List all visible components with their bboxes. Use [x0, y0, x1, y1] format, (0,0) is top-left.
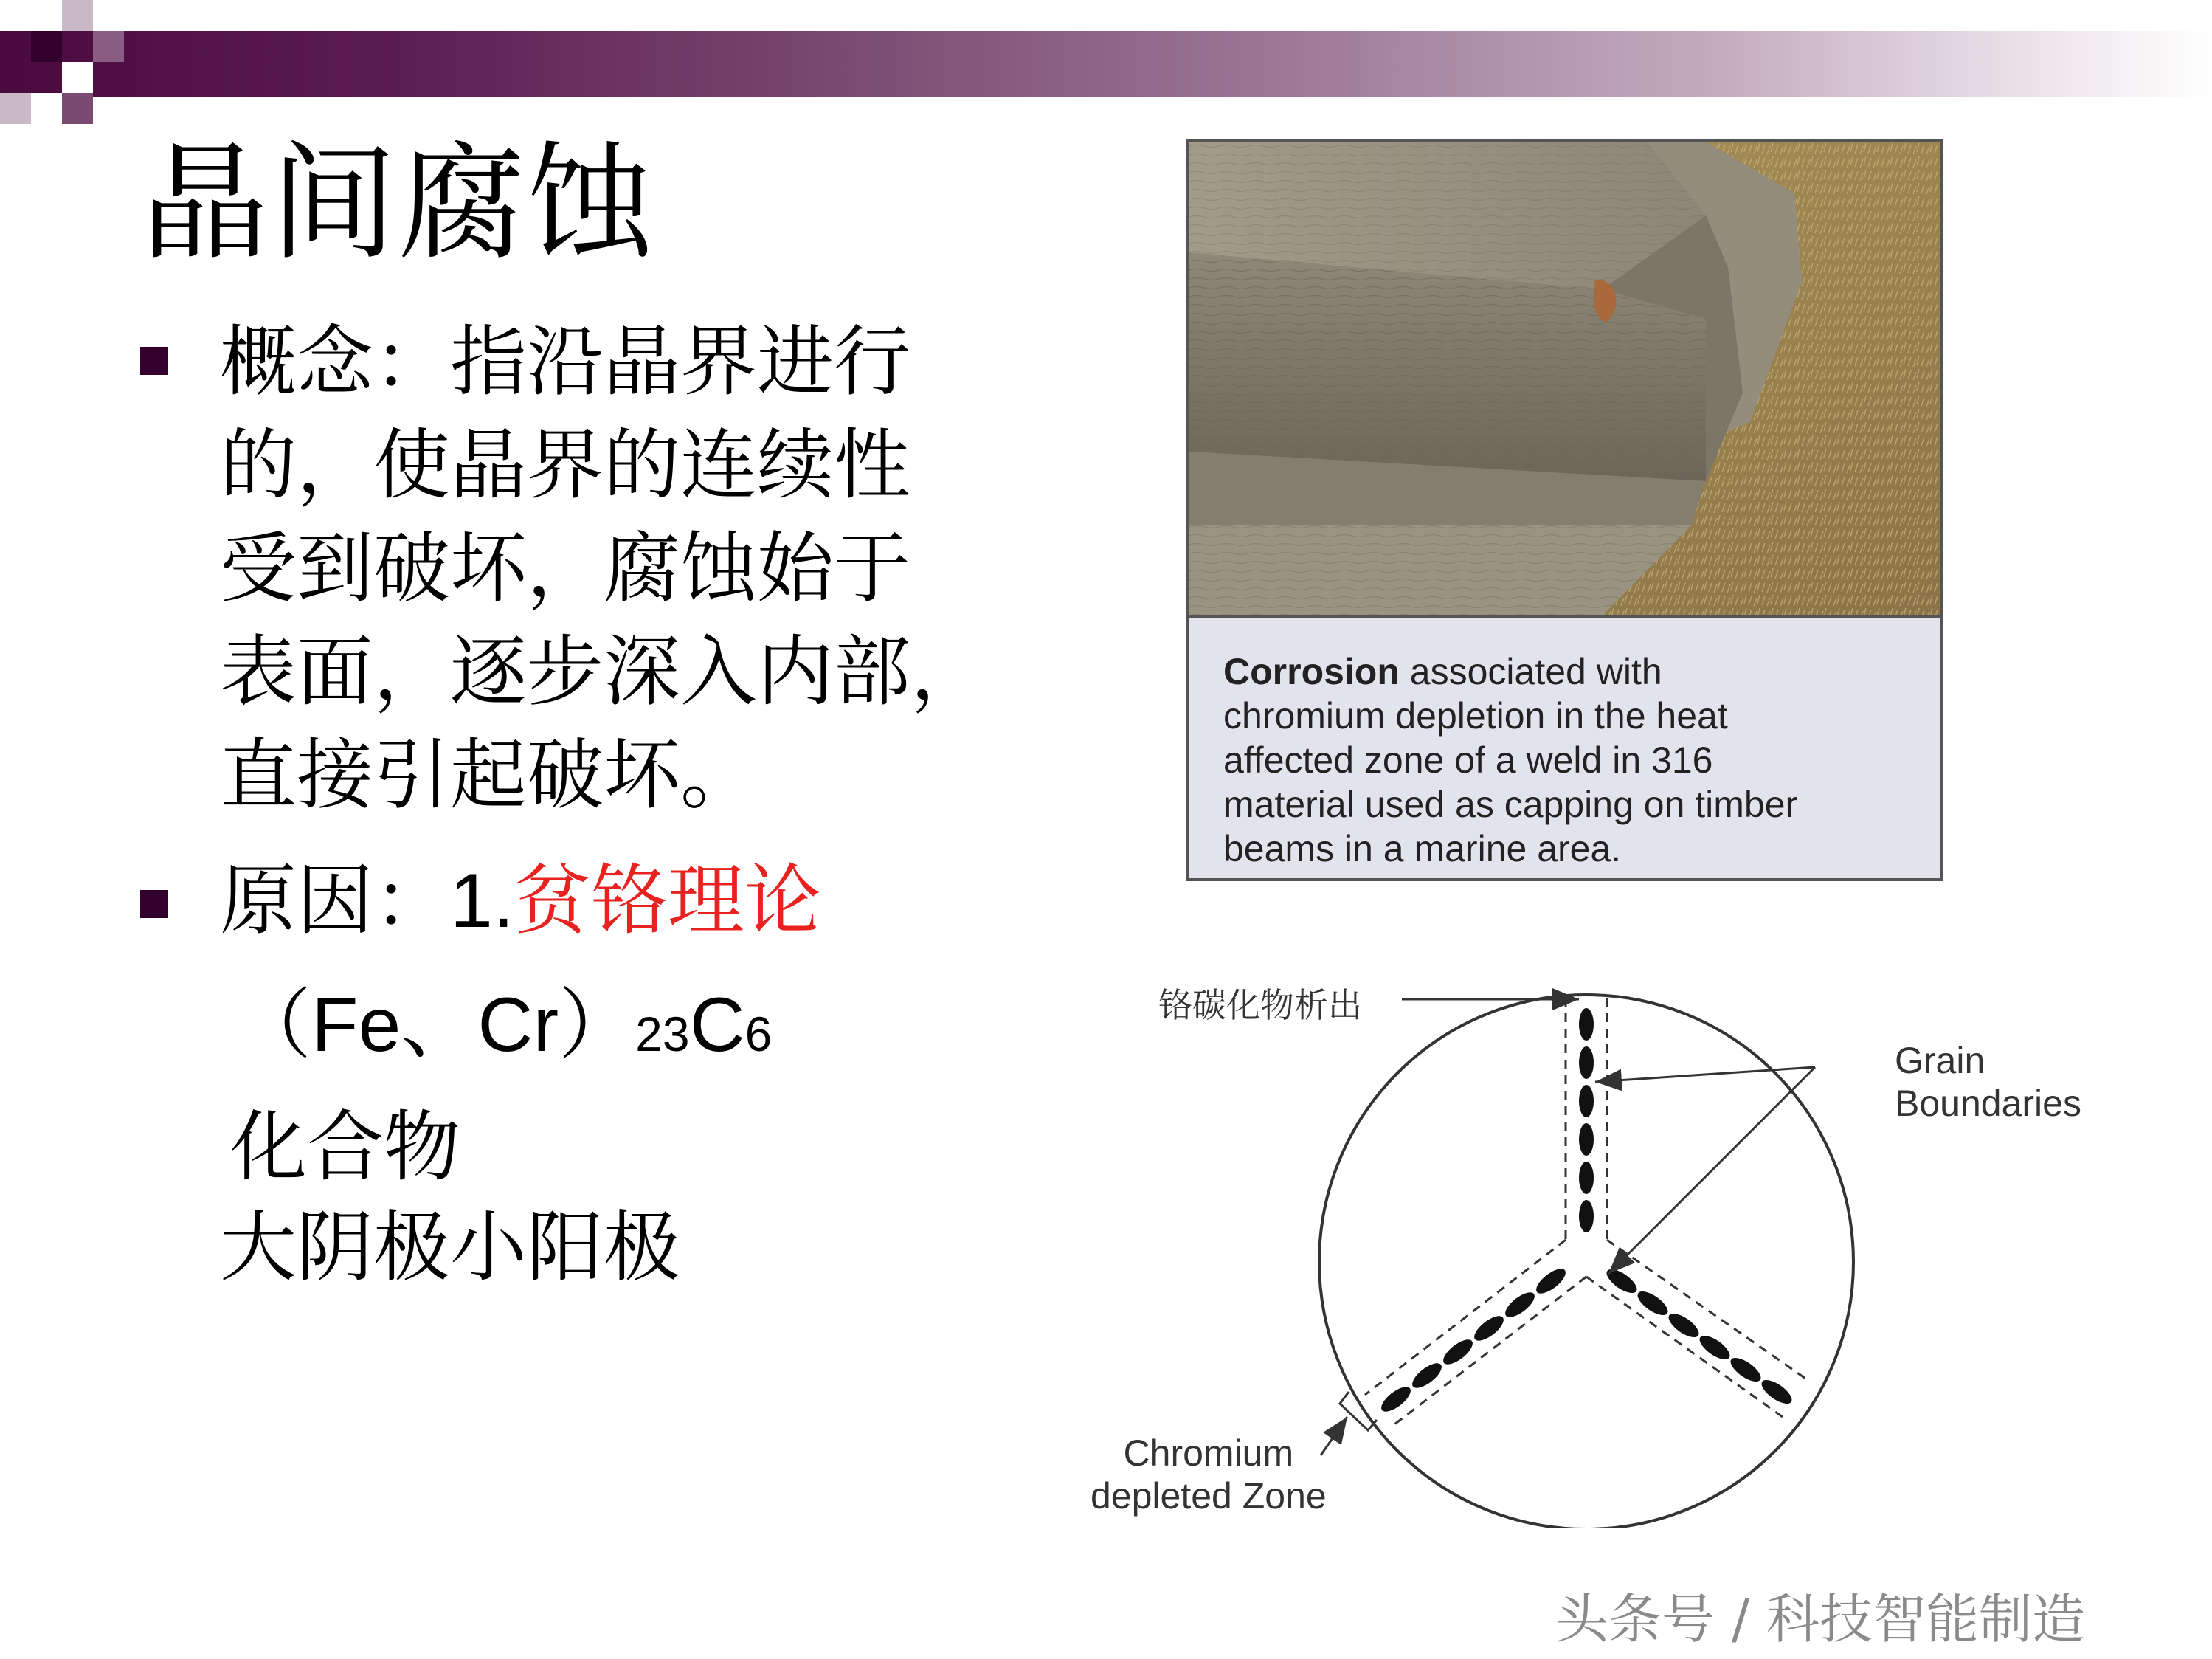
zone-label-line: depleted Zone: [1091, 1475, 1327, 1517]
bullet2-line: [220, 855, 821, 945]
header-square: [62, 0, 93, 31]
cause-prefix: 原因：: [220, 855, 451, 945]
header-square: [0, 93, 31, 124]
formula-subscript: 6: [744, 1007, 773, 1061]
formula-elements: Fe、Cr: [311, 982, 559, 1068]
header-band: [0, 31, 2212, 97]
header-square: [62, 62, 93, 93]
caption-line: chromium depletion in the heat: [1223, 695, 1728, 737]
precipitate-label: 铬碳化物析出: [1158, 985, 1362, 1025]
caption-text: associated with: [1399, 651, 1662, 692]
photo-figure: [1186, 139, 1943, 881]
caption-line: beams in a marine area.: [1223, 828, 1622, 869]
grain-boundary-diagram: [1070, 952, 2103, 1528]
bullet1-line: 直接引起破坏。: [220, 730, 758, 820]
formula-line: [235, 979, 773, 1069]
header-square: [124, 0, 155, 31]
caption-line: affected zone of a weld in 316: [1223, 739, 1713, 781]
cause-number: 1.: [450, 858, 514, 944]
slide-title: 晶间腐蚀: [142, 129, 655, 277]
compound-line: 化合物: [230, 1102, 461, 1192]
bullet1-line: 的，使晶界的连续性: [220, 420, 911, 510]
caption-line: [1223, 649, 1932, 694]
formula-open: （: [235, 979, 312, 1069]
chromium-depletion-theory: 贫铬理论: [514, 855, 821, 945]
carbide-precipitates: [1378, 1008, 1795, 1416]
watermark: 头条号 / 科技智能制造: [1555, 1588, 2086, 1650]
header-square: [62, 93, 93, 124]
caption-bold: Corrosion: [1223, 651, 1400, 692]
header-square: [0, 0, 31, 31]
bullet-marker: [140, 890, 168, 918]
grain-boundaries-label: [1895, 1039, 2081, 1125]
corroded-weld-photo: [1189, 142, 1940, 618]
bullet1-line: 受到破坏，腐蚀始于: [220, 523, 911, 613]
header-square: [93, 31, 124, 62]
header-square: [31, 31, 62, 62]
photo-caption: [1223, 649, 1932, 871]
zone-label-line: Chromium: [1123, 1432, 1294, 1474]
formula-carbon: C: [689, 982, 745, 1068]
bullet1-line: 概念：指沿晶界进行: [220, 317, 911, 407]
header-square: [31, 93, 62, 124]
formula-subscript: 23: [635, 1007, 690, 1061]
formula-close: ）: [559, 979, 636, 1069]
bullet1-line: 表面，逐步深入内部，: [220, 627, 988, 717]
cathode-anode-line: 大阴极小阳极: [220, 1202, 681, 1292]
caption-line: material used as capping on timber: [1223, 784, 1798, 825]
grain-label-line: Boundaries: [1895, 1083, 2081, 1124]
grain-label-line: Grain: [1895, 1040, 1985, 1081]
depleted-zone-label: [1091, 1432, 1327, 1517]
bullet-marker: [140, 347, 168, 375]
